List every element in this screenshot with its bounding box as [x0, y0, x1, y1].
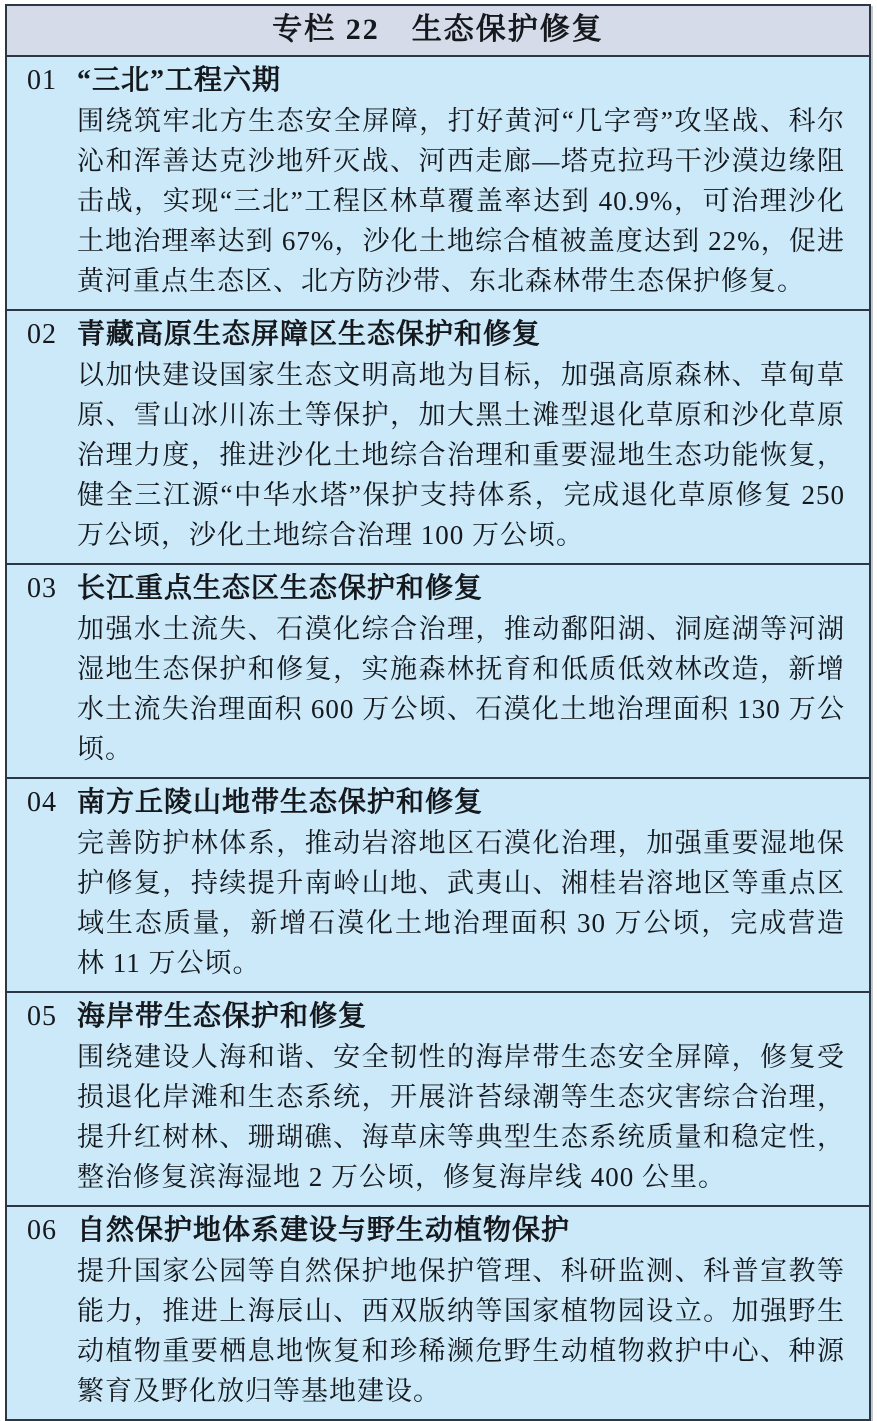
section-06 — [7, 1207, 869, 1419]
section-05-heading — [27, 997, 845, 1037]
section-number: 04 — [27, 787, 57, 818]
section-body: 以加快建设国家生态文明高地为目标，加强高原森林、草甸草原、雪山冰川冻土等保护，加大黑土滩型退化草原和沙化草原治理力度，推进沙化土地综合治理和重要湿地生态功能恢复，健全三江源“中华水塔”保护支持体系，完成退化草原修复 250 万公顷，沙化土地综合治理 100 万公顷。 — [77, 360, 845, 550]
section-body: 围绕建设人海和谐、安全韧性的海岸带生态安全屏障，修复受损退化岸滩和生态系统，开展浒苔绿潮等生态灾害综合治理，提升红树林、珊瑚礁、海草床等典型生态系统质量和稳定性，整治修复滨海湿地 2 万公顷，修复海岸线 400 公里。 — [77, 1042, 845, 1192]
section-number: 01 — [27, 65, 57, 96]
panel-title: 专栏 22 生态保护修复 — [7, 6, 869, 57]
section-number: 03 — [27, 573, 57, 604]
section-number: 02 — [27, 319, 57, 350]
section-title: 南方丘陵山地带生态保护和修复 — [77, 787, 484, 818]
section-03-heading — [27, 569, 845, 609]
section-title: 自然保护地体系建设与野生动植物保护 — [77, 1215, 571, 1246]
feature-box-ecological-restoration — [5, 4, 871, 1421]
section-01 — [7, 57, 869, 311]
section-02-heading — [27, 315, 845, 355]
section-body: 提升国家公园等自然保护地保护管理、科研监测、科普宣教等能力，推进上海辰山、西双版纳等国家植物园设立。加强野生动植物重要栖息地恢复和珍稀濒危野生动植物救护中心、种源繁育及野化放归等基地建设。 — [77, 1256, 845, 1406]
section-03 — [7, 565, 869, 779]
section-body: 加强水土流失、石漠化综合治理，推动鄱阳湖、洞庭湖等河湖湿地生态保护和修复，实施森林抚育和低质低效林改造，新增水土流失治理面积 600 万公顷、石漠化土地治理面积 130 万公顷。 — [77, 614, 845, 764]
section-title: 青藏高原生态屏障区生态保护和修复 — [77, 319, 542, 350]
section-04-heading — [27, 783, 845, 823]
section-01-heading — [27, 61, 845, 101]
section-title: 长江重点生态区生态保护和修复 — [77, 573, 484, 604]
section-04 — [7, 779, 869, 993]
section-number: 06 — [27, 1215, 57, 1246]
section-title: 海岸带生态保护和修复 — [77, 1001, 368, 1032]
section-number: 05 — [27, 1001, 57, 1032]
section-06-heading — [27, 1211, 845, 1251]
section-02 — [7, 311, 869, 565]
section-body: 完善防护林体系，推动岩溶地区石漠化治理，加强重要湿地保护修复，持续提升南岭山地、武夷山、湘桂岩溶地区等重点区域生态质量，新增石漠化土地治理面积 30 万公顷，完成营造林 11 万公顷。 — [77, 828, 845, 978]
section-05 — [7, 993, 869, 1207]
section-body: 围绕筑牢北方生态安全屏障，打好黄河“几字弯”攻坚战、科尔沁和浑善达克沙地歼灭战、河西走廊—塔克拉玛干沙漠边缘阻击战，实现“三北”工程区林草覆盖率达到 40.9%，可治理沙化土地治理率达到 67%，沙化土地综合植被盖度达到 22%，促进黄河重点生态区、北方防沙带、东北森林带生态保护修复。 — [77, 106, 845, 296]
section-title: “三北”工程六期 — [77, 65, 282, 96]
